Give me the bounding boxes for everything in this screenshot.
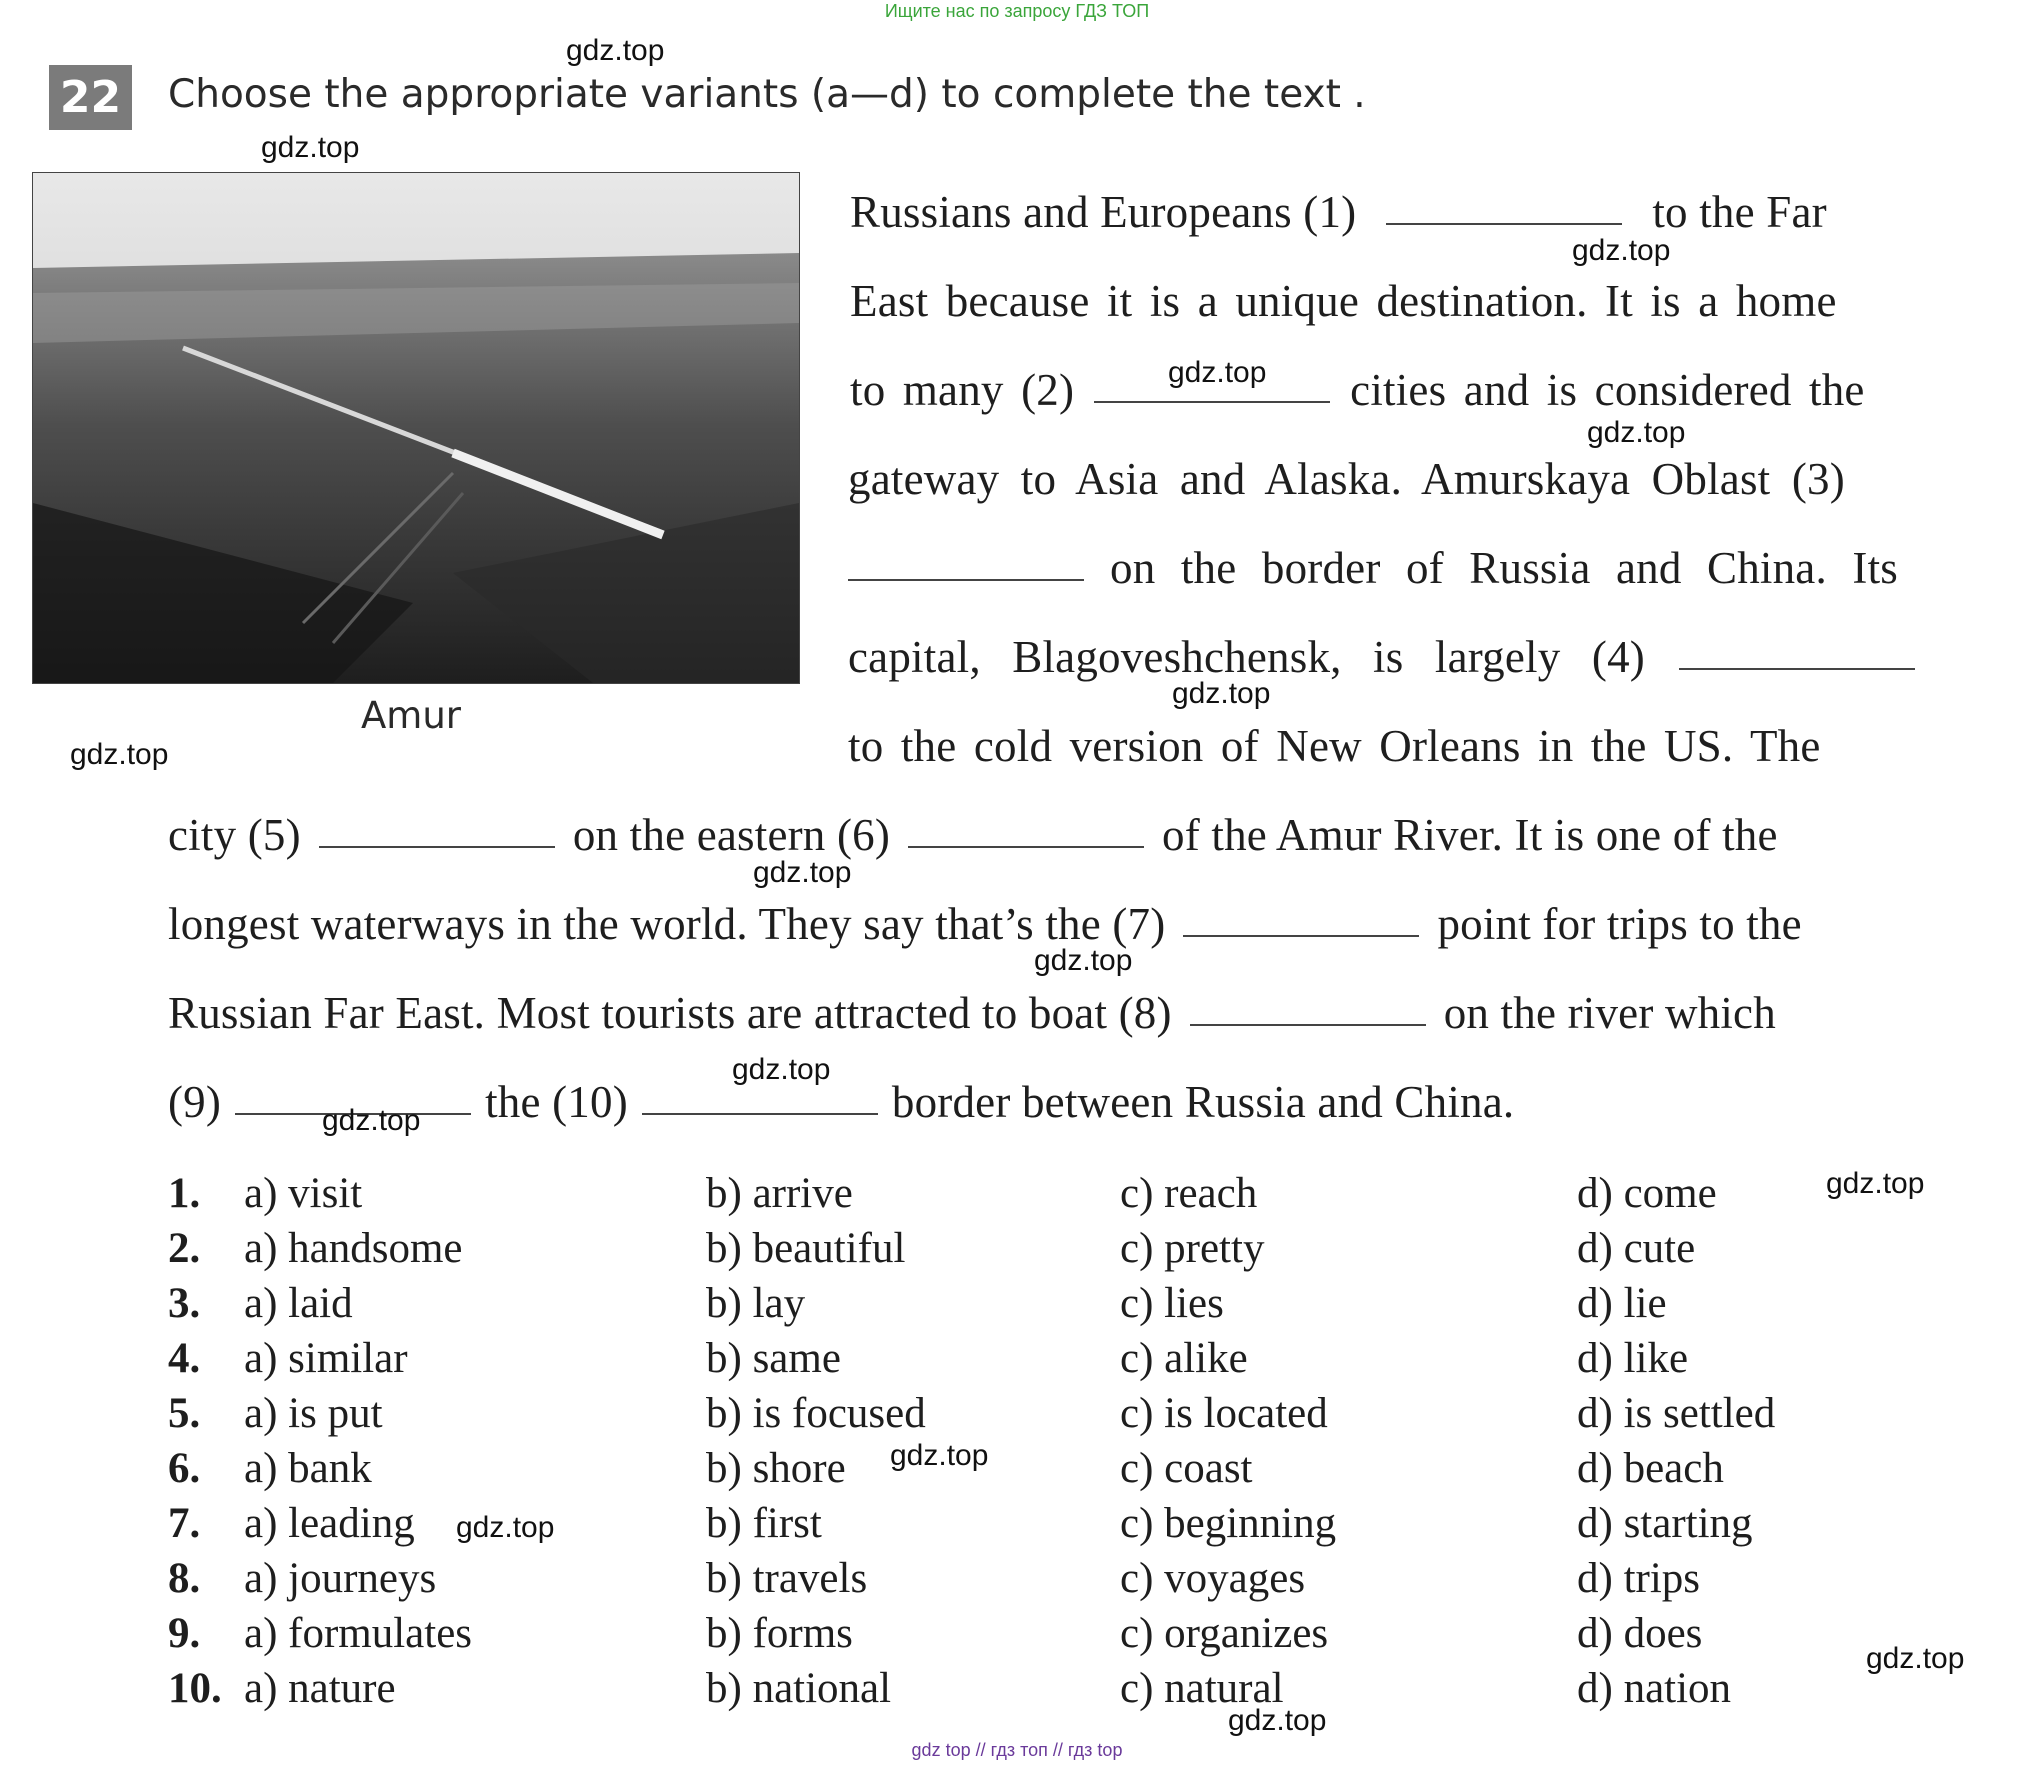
option-a[interactable]: a) similar [244, 1335, 408, 1382]
option-b[interactable]: b) forms [706, 1610, 853, 1657]
watermark: gdz.top [1826, 1167, 1925, 1200]
watermark: gdz.top [1572, 234, 1671, 267]
watermark: gdz.top [890, 1439, 989, 1472]
option-c[interactable]: c) coast [1120, 1445, 1253, 1492]
option-b[interactable]: b) is focused [706, 1390, 926, 1437]
watermark: gdz.top [70, 738, 169, 771]
option-a[interactable]: a) formulates [244, 1610, 473, 1657]
option-number: 8. [168, 1555, 201, 1602]
option-d[interactable]: d) nation [1577, 1665, 1732, 1712]
option-a[interactable]: a) leading [244, 1500, 415, 1547]
watermark: gdz.top [1172, 677, 1271, 710]
option-a[interactable]: a) visit [244, 1170, 363, 1217]
option-number: 10. [168, 1665, 222, 1712]
option-d[interactable]: d) lie [1577, 1280, 1667, 1327]
option-b[interactable]: b) same [706, 1335, 841, 1382]
amur-bridge-photo [32, 172, 800, 684]
option-c[interactable]: c) alike [1120, 1335, 1248, 1382]
option-b[interactable]: b) national [706, 1665, 892, 1712]
blank-5[interactable] [319, 832, 555, 848]
option-b[interactable]: b) travels [706, 1555, 868, 1602]
text-line-1: Russians and Europeans (1) to the Far [850, 187, 1827, 237]
option-d[interactable]: d) does [1577, 1610, 1703, 1657]
option-d[interactable]: d) trips [1577, 1555, 1701, 1602]
option-number: 2. [168, 1225, 201, 1272]
option-b[interactable]: b) shore [706, 1445, 846, 1492]
watermark: gdz.top [732, 1053, 831, 1086]
blank-4[interactable] [1679, 654, 1915, 670]
top-banner: Ищите нас по запросу ГДЗ ТОП [884, 1, 1150, 21]
text-line-8: city (5) on the eastern (6) of the Amur River. It is one of the [168, 810, 1778, 860]
text-line-9: longest waterways in the world. They say that’s the (7) point for trips to the [168, 899, 1802, 949]
watermark: gdz.top [456, 1511, 555, 1544]
option-b[interactable]: b) lay [706, 1280, 806, 1327]
exercise-instruction: Choose the appropriate variants (a—d) to complete the text . [168, 72, 1366, 117]
watermark: gdz.top [1587, 416, 1686, 449]
option-d[interactable]: d) come [1577, 1170, 1717, 1217]
watermark: gdz.top [1034, 944, 1133, 977]
option-number: 1. [168, 1170, 201, 1217]
option-number: 6. [168, 1445, 201, 1492]
option-d[interactable]: d) cute [1577, 1225, 1696, 1272]
watermark: gdz.top [322, 1104, 421, 1137]
blank-10[interactable] [642, 1099, 878, 1115]
option-a[interactable]: a) laid [244, 1280, 353, 1327]
option-b[interactable]: b) first [706, 1500, 822, 1547]
option-c[interactable]: c) beginning [1120, 1500, 1337, 1547]
photo-caption: Amur [361, 694, 462, 737]
text-line-2: East because it is a unique destination. It is a home [850, 276, 1837, 326]
blank-3[interactable] [848, 565, 1084, 581]
option-c[interactable]: c) voyages [1120, 1555, 1306, 1602]
bottom-banner: gdz top // гдз топ // гдз top [911, 1740, 1123, 1760]
blank-6[interactable] [908, 832, 1144, 848]
text-line-6: capital, Blagoveshchensk, is largely (4) [848, 631, 2000, 683]
option-c[interactable]: c) organizes [1120, 1610, 1329, 1657]
text-line-4: gateway to Asia and Alaska. Amurskaya Oblast (3) [848, 454, 1845, 504]
text-line-7: to the cold version of New Orleans in the US. The [848, 721, 1821, 771]
aerial-landscape-image [33, 173, 799, 683]
exercise-number: 22 [49, 65, 132, 130]
option-number: 5. [168, 1390, 201, 1437]
text-line-3: to many (2) cities and is considered the [850, 365, 1865, 415]
option-a[interactable]: a) is put [244, 1390, 383, 1437]
option-d[interactable]: d) is settled [1577, 1390, 1776, 1437]
text-line-5: on the border of Russia and China. Its [848, 542, 2000, 594]
option-c[interactable]: c) natural [1120, 1665, 1284, 1712]
text-line-11: (9) the (10) border between Russia and China. [168, 1077, 1515, 1127]
text-line-10: Russian Far East. Most tourists are attracted to boat (8) on the river which [168, 988, 1776, 1038]
blank-8[interactable] [1190, 1010, 1426, 1026]
blank-1[interactable] [1386, 209, 1622, 225]
option-number: 9. [168, 1610, 201, 1657]
option-a[interactable]: a) bank [244, 1445, 372, 1492]
option-d[interactable]: d) like [1577, 1335, 1689, 1382]
watermark: gdz.top [753, 856, 852, 889]
option-number: 4. [168, 1335, 201, 1382]
option-c[interactable]: c) lies [1120, 1280, 1224, 1327]
option-c[interactable]: c) is located [1120, 1390, 1328, 1437]
option-c[interactable]: c) pretty [1120, 1225, 1265, 1272]
option-a[interactable]: a) handsome [244, 1225, 463, 1272]
option-a[interactable]: a) nature [244, 1665, 396, 1712]
option-d[interactable]: d) beach [1577, 1445, 1724, 1492]
option-number: 3. [168, 1280, 201, 1327]
watermark: gdz.top [261, 131, 360, 164]
watermark: gdz.top [1866, 1642, 1965, 1675]
option-number: 7. [168, 1500, 201, 1547]
option-a[interactable]: a) journeys [244, 1555, 437, 1602]
watermark: gdz.top [1168, 356, 1267, 389]
blank-7[interactable] [1183, 921, 1419, 937]
watermark: gdz.top [1228, 1704, 1327, 1737]
option-c[interactable]: c) reach [1120, 1170, 1258, 1217]
option-d[interactable]: d) starting [1577, 1500, 1753, 1547]
watermark: gdz.top [566, 34, 665, 67]
option-b[interactable]: b) arrive [706, 1170, 853, 1217]
option-b[interactable]: b) beautiful [706, 1225, 906, 1272]
